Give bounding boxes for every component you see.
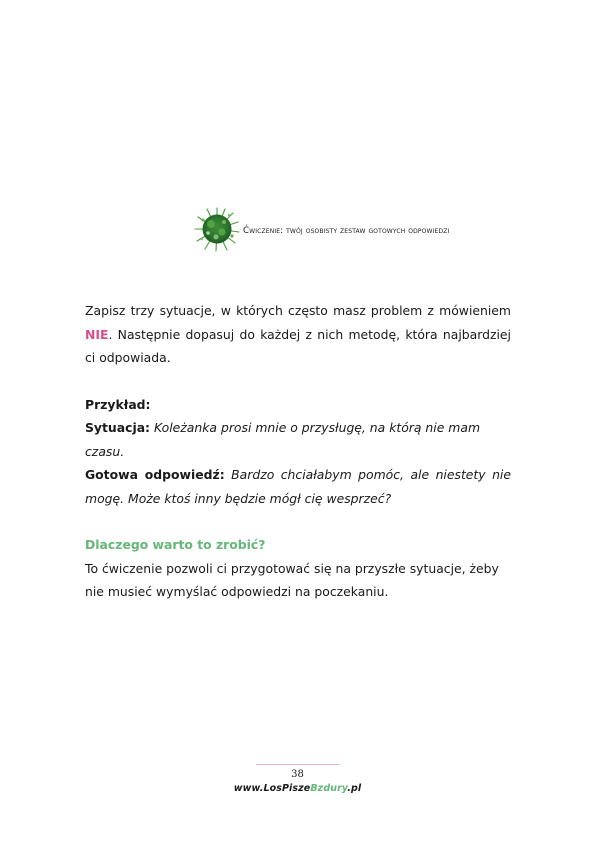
why-heading: Dlaczego warto to zrobić? xyxy=(85,537,266,552)
situation-label: Sytuacja: xyxy=(85,420,151,435)
website-suffix: .pl xyxy=(347,783,362,794)
intro-highlight-nie: NIE xyxy=(85,326,109,342)
website-highlight: Bzdury xyxy=(310,783,348,794)
exercise-header xyxy=(194,206,524,252)
intro-text-after: . Następnie dopasuj do każdej z nich metodę, która najbardziej ci odpowiada. xyxy=(85,326,511,365)
website-prefix: www.LosPisze xyxy=(233,783,311,794)
green-blob-icon xyxy=(194,206,240,252)
intro-paragraph xyxy=(85,299,511,370)
example-heading: Przykład: xyxy=(85,396,151,412)
why-text: To ćwiczenie pozwoli ci przygotować się na przyszłe sytuacje, żeby nie musieć wymyślać odpowiedzi na poczekaniu. xyxy=(85,560,499,599)
answer-text: Bardzo chciałabym pomóc, ale niestety nie mogę. Może ktoś inny będzie mógł cię wesprzeć? xyxy=(85,467,511,506)
answer-label: Gotowa odpowiedź: xyxy=(85,467,225,482)
page-number: 38 xyxy=(291,769,304,780)
exercise-title: Ćwiczenie: twój osobisty zestaw gotowych odpowiedzi xyxy=(243,226,450,236)
situation-text: Koleżanka prosi mnie o przysługę, na którą nie mam czasu. xyxy=(85,420,481,459)
example-answer xyxy=(85,463,511,510)
main-content xyxy=(85,299,511,604)
website-link[interactable] xyxy=(0,783,595,794)
example-situation xyxy=(85,416,511,463)
intro-text-before: Zapisz trzy sytuacje, w których często masz problem z mówieniem xyxy=(85,303,511,318)
footer-divider xyxy=(256,764,340,765)
